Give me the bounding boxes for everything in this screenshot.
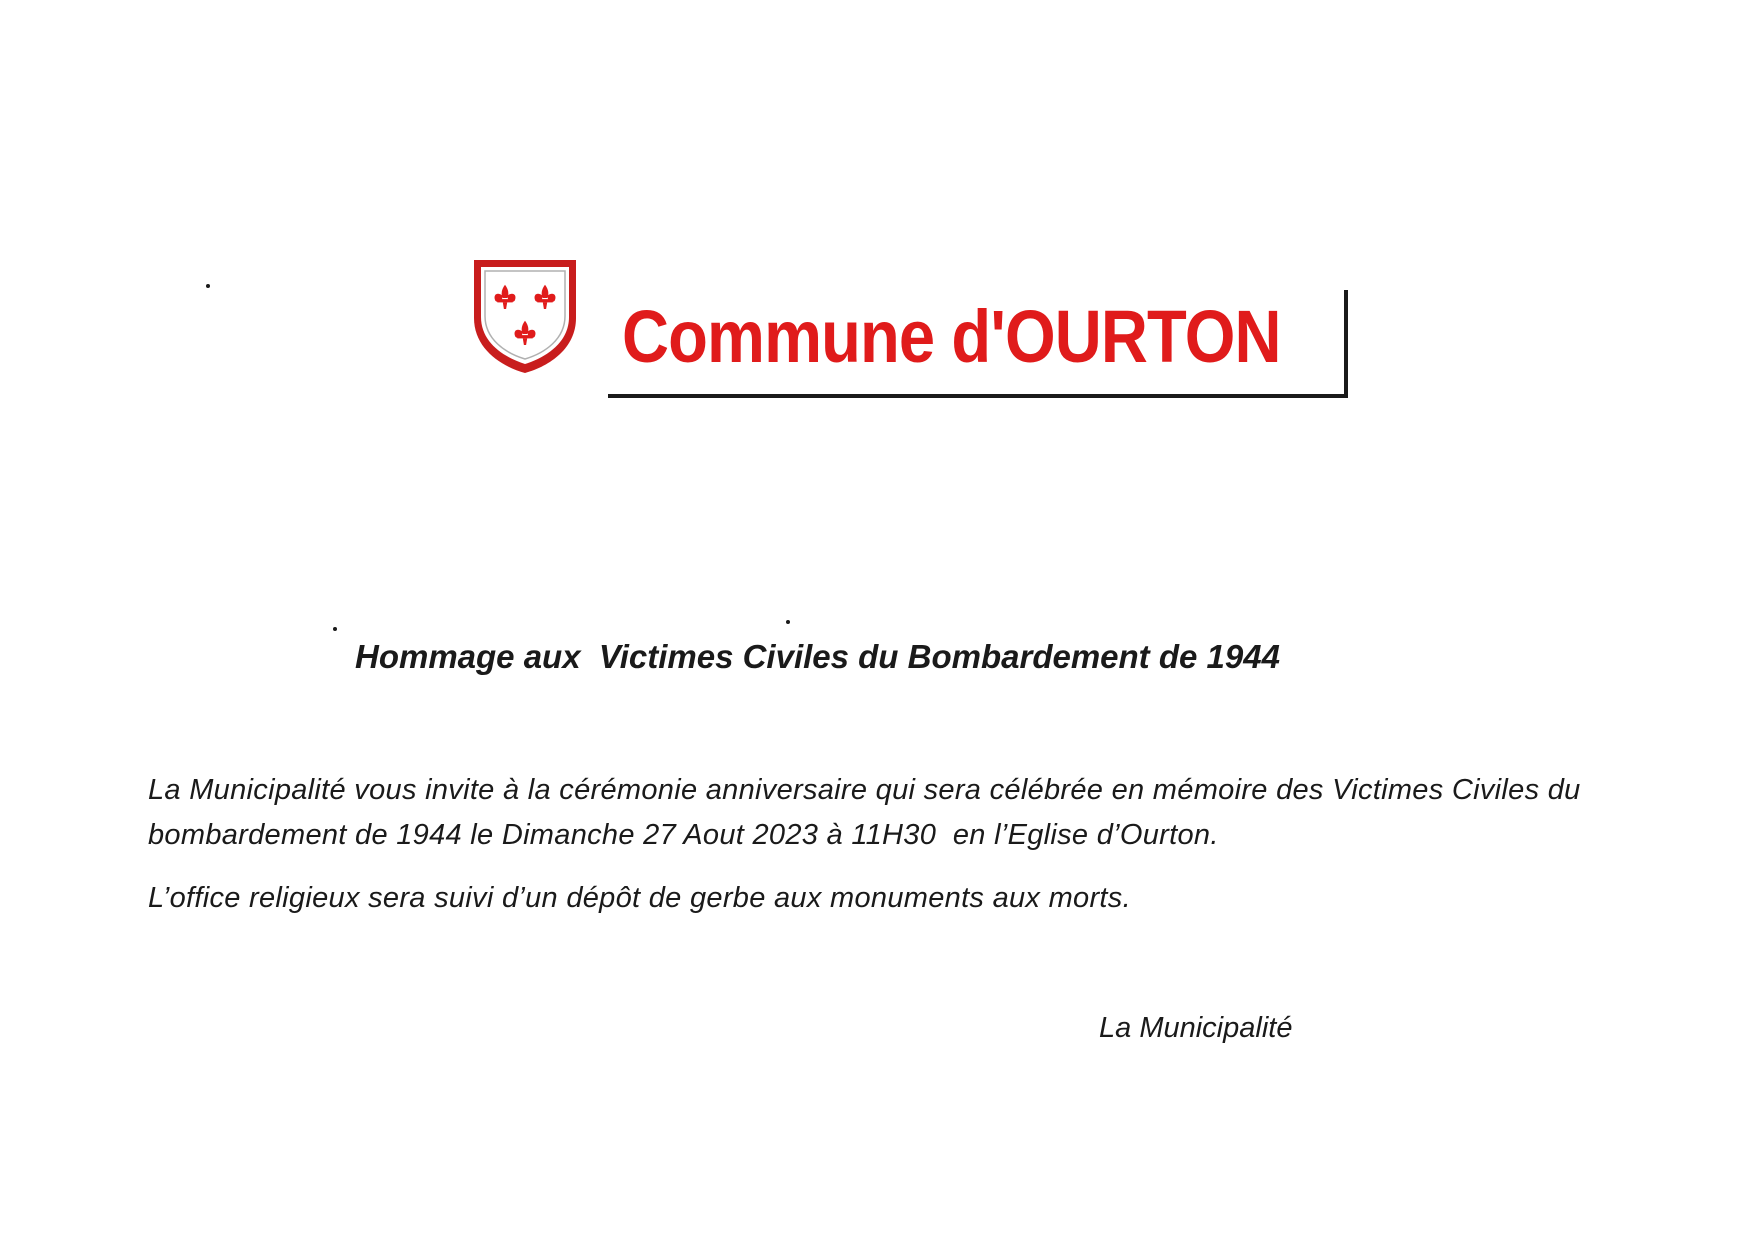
signature: La Municipalité <box>1099 1012 1293 1044</box>
invitation-body <box>148 768 1628 921</box>
ceremony-paragraph: L’office religieux sera suivi d’un dépôt de gerbe aux monuments aux morts. <box>148 882 1131 914</box>
coat-of-arms-icon <box>470 256 580 376</box>
scan-speck <box>206 284 210 288</box>
commune-name: Commune d'OURTON <box>622 295 1281 378</box>
invitation-paragraph: La Municipalité vous invite à la cérémonie anniversaire qui sera célébrée en mémoire des Victimes Civiles du bombardement de 1944 le Dimanche 27 Aout 2023 à 11H30 en l’Eglise d’Ourton. <box>148 774 1589 851</box>
scan-speck <box>333 627 337 631</box>
scan-speck <box>786 620 790 624</box>
commune-logo <box>470 250 1365 410</box>
page-title: Hommage aux Victimes Civiles du Bombardement de 1944 <box>355 638 1280 675</box>
